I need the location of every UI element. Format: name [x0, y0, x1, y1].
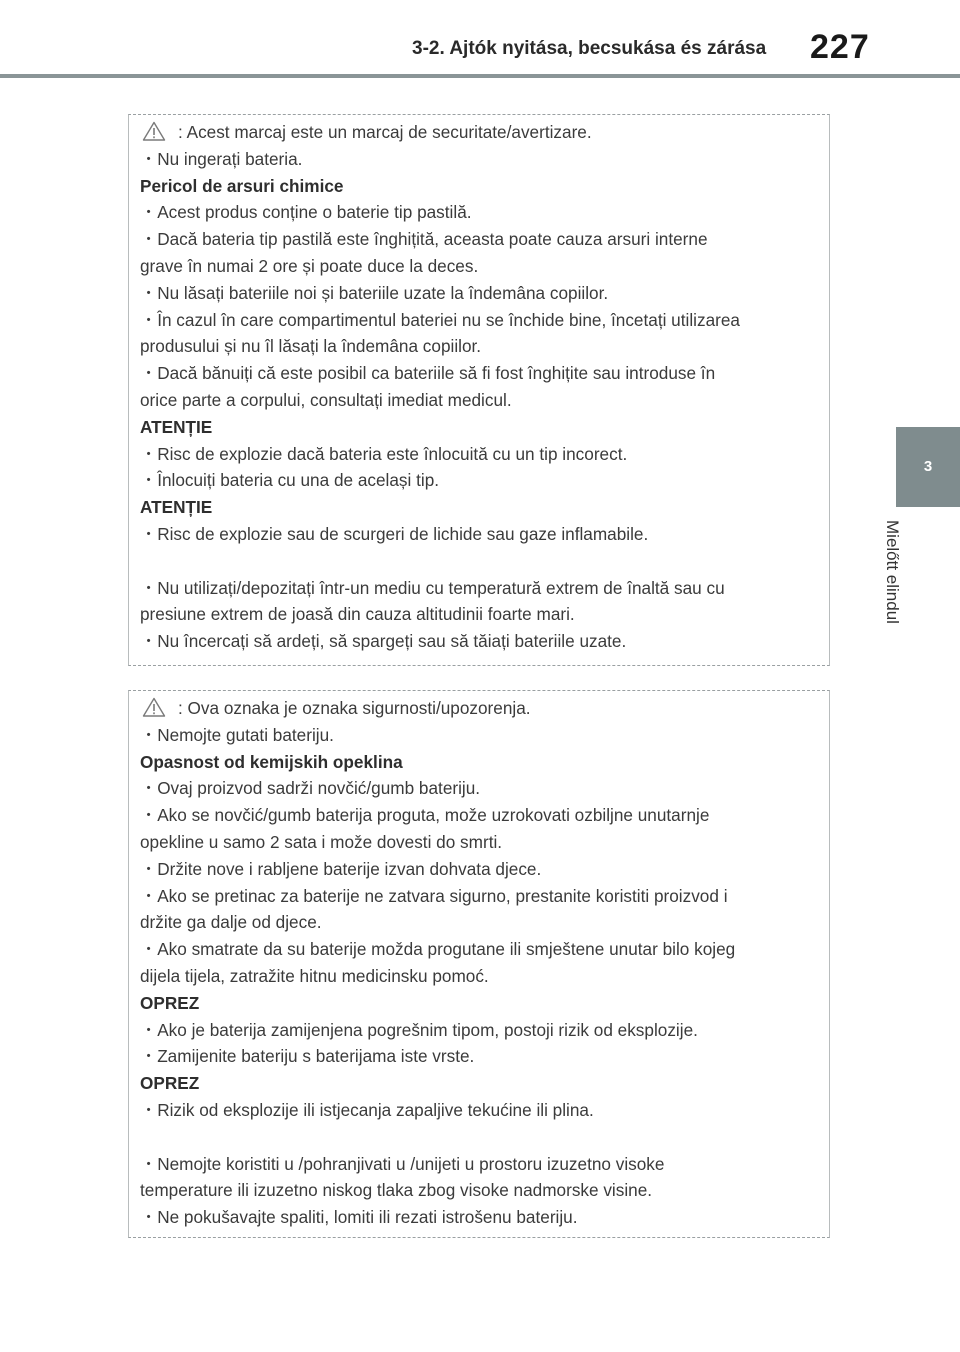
notice-line: ・Acest produs conține o baterie tip pastilă. [140, 202, 472, 223]
notice-line: ・Nemojte koristiti u /pohranjivati u /unijeti u prostoru izuzetno visoke [140, 1153, 665, 1174]
notice-line: ・Ako se pretinac za baterije ne zatvara sigurno, prestanite koristiti proizvod i [140, 885, 728, 906]
notice-line: ・Risc de explozie dacă bateria este înlocuită cu un tip incorect. [140, 443, 628, 464]
notice-heading: OPREZ [140, 1073, 200, 1094]
notice-line: ・Ovaj proizvod sadrži novčić/gumb bateriju. [140, 778, 481, 799]
notice-spacer [140, 1124, 819, 1151]
notice-heading: ATENȚIE [140, 416, 213, 437]
notice-line: ・Nu lăsați bateriile noi și bateriile uzate la îndemâna copiilor. [140, 282, 609, 303]
chapter-caption [883, 520, 940, 700]
header-rule [0, 74, 960, 78]
notice-line: produsului și nu îl lăsați la îndemâna copiilor. [140, 336, 482, 357]
warning-triangle-icon [142, 697, 166, 717]
notice-line: temperature ili izuzetno niskog tlaka zbog visoke nadmorske visine. [140, 1180, 653, 1201]
section-title: 3-2. Ajtók nyitása, becsukása és zárása [412, 38, 767, 59]
notice-line: ・Ako se novčić/gumb baterija proguta, može uzrokovati ozbiljne unutarnje [140, 805, 710, 826]
notice-line-text: : Ova oznaka je oznaka sigurnosti/upozorenja. [178, 698, 531, 718]
notice-line-text: : Acest marcaj este un marcaj de securitate/avertizare. [178, 122, 592, 142]
croatian-notice-box [128, 690, 830, 1238]
notice-line [140, 119, 819, 146]
notice-line: ・Dacă bănuiți că este posibil ca bateriile să fi fost înghițite sau introduse în [140, 363, 716, 384]
notice-line: ・Ne pokušavajte spaliti, lomiti ili rezati istrošenu bateriju. [140, 1207, 578, 1228]
notice-line: ・Dacă bateria tip pastilă este înghițită, aceasta poate cauza arsuri interne [140, 229, 708, 250]
notice-heading: Opasnost od kemijskih opeklina [140, 751, 403, 772]
notice-line [140, 695, 819, 722]
notice-spacer [140, 548, 819, 575]
notice-line: orice parte a corpului, consultați imediat medicul. [140, 389, 512, 410]
notice-line: ・Nu ingerați bateria. [140, 148, 303, 169]
notice-line: ・Risc de explozie sau de scurgeri de lichide sau gaze inflamabile. [140, 523, 649, 544]
page-number: 227 [810, 28, 870, 66]
romanian-notice-box [128, 114, 830, 666]
notice-line: ・Nu încercați să ardeți, să spargeți sau să tăiați bateriile uzate. [140, 631, 627, 652]
notice-line: držite ga dalje od djece. [140, 912, 322, 933]
notice-line: ・Rizik od eksplozije ili istjecanja zapaljive tekućine ili plina. [140, 1099, 594, 1120]
notice-line: ・Nemojte gutati bateriju. [140, 724, 334, 745]
notice-line: ・Držite nove i rabljene baterije izvan dohvata djece. [140, 858, 542, 879]
notice-heading: ATENȚIE [140, 497, 213, 518]
notice-line: ・În cazul în care compartimentul bateriei nu se închide bine, încetați utilizarea [140, 309, 740, 330]
notice-line: ・Ako smatrate da su baterije možda progutane ili smještene unutar bilo kojeg [140, 939, 736, 960]
notice-line: ・Ako je baterija zamijenjena pogrešnim tipom, postoji rizik od eksplozije. [140, 1019, 698, 1040]
notice-line: opekline u samo 2 sata i može dovesti do smrti. [140, 831, 503, 852]
notice-heading: Pericol de arsuri chimice [140, 175, 344, 196]
chapter-title: Mielőtt elindul [883, 520, 902, 624]
notice-line: ・Zamijenite bateriju s baterijama iste vrste. [140, 1046, 475, 1067]
notice-line: dijela tijela, zatražite hitnu medicinsku pomoć. [140, 965, 489, 986]
notice-line: grave în numai 2 ore și poate duce la deces. [140, 255, 479, 276]
notice-heading: OPREZ [140, 992, 200, 1013]
chapter-tab: 3 [896, 427, 960, 507]
notice-line: presiune extrem de joasă din cauza altitudinii foarte mari. [140, 604, 575, 625]
notice-line: ・Înlocuiți bateria cu una de același tip. [140, 470, 440, 491]
notice-line: ・Nu utilizați/depozitați într-un mediu cu temperatură extrem de înaltă sau cu [140, 577, 725, 598]
warning-triangle-icon [142, 121, 166, 141]
